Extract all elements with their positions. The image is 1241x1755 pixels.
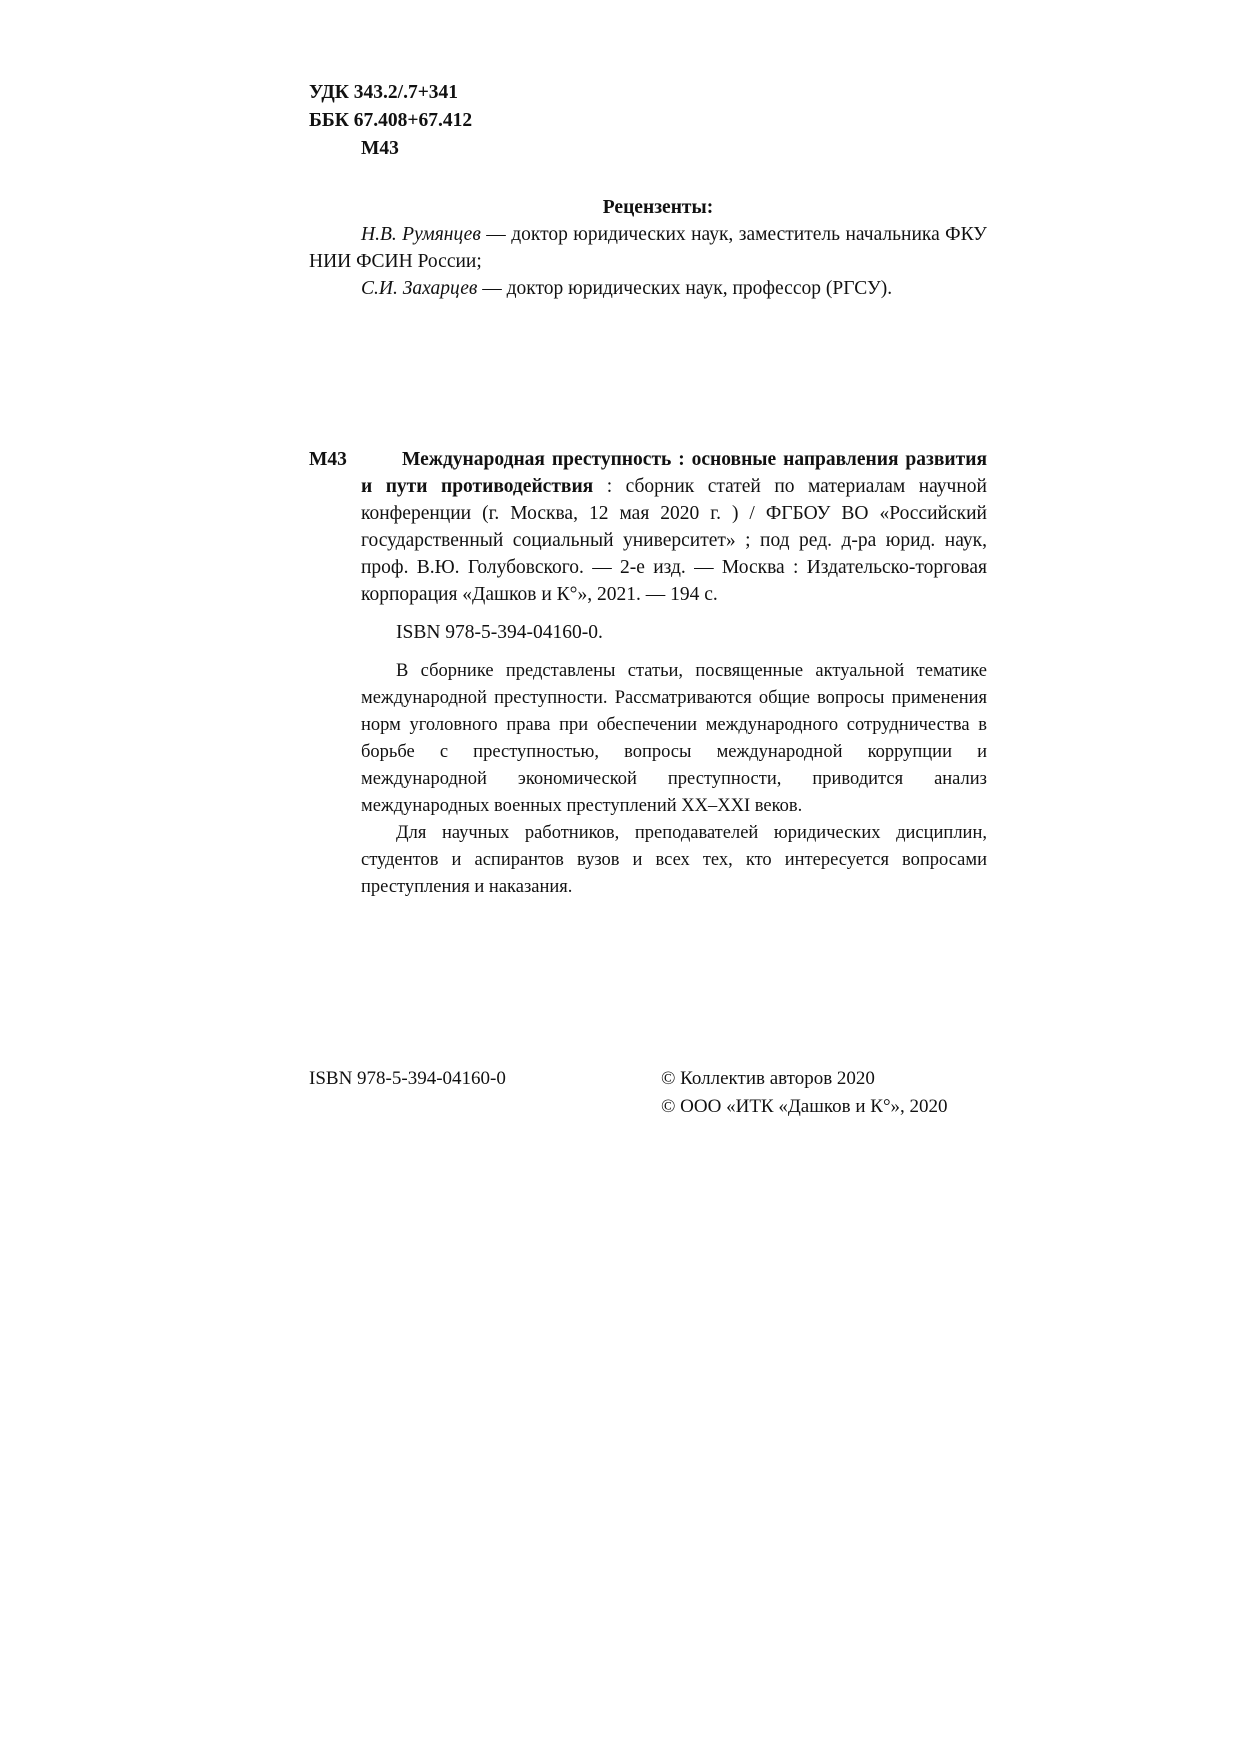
bibliographic-record: [361, 446, 987, 608]
copyright-publisher: © ООО «ИТК «Дашков и К°», 2020: [661, 1096, 948, 1117]
reviewers-title: Рецензенты:: [602, 197, 714, 218]
reviewer-entry: [309, 221, 987, 275]
book-title: Международная преступность : основные направления развития и пути противодействия: [361, 449, 987, 497]
bbk-code: ББК 67.408+67.412: [309, 110, 473, 131]
classification-block: [309, 79, 472, 163]
annotation: [361, 658, 987, 901]
reviewer-name: Н.В. Румянцев: [361, 224, 481, 245]
udk-code: УДК 343.2/.7+341: [309, 82, 459, 103]
reviewer-description: — доктор юридических наук, заместитель начальника ФКУ НИИ ФСИН России;: [309, 224, 987, 272]
bibliography-mark: М43: [309, 449, 347, 470]
reviewers-block: [309, 194, 987, 302]
reviewer-name: С.И. Захарцев: [361, 278, 478, 299]
author-mark: М43: [361, 138, 399, 159]
reviewer-description: — доктор юридических наук, профессор (РГСУ).: [477, 278, 893, 299]
reviewer-entry: [309, 275, 987, 302]
annotation-paragraph: Для научных работников, преподавателей юридических дисциплин, студентов и аспирантов вузов и всех тех, кто интересуется вопросами преступления и наказания.: [361, 823, 987, 897]
footer-isbn: ISBN 978-5-394-04160-0: [309, 1068, 506, 1089]
book-details: : сборник статей по материалам научной конференции (г. Москва, 12 мая 2020 г. ) / ФГБОУ ВО «Российский государственный социальный университет» ; под ред. д-ра юрид. наук, проф. В.Ю. Голубовского. — 2-е изд. — Москва : Издательско-торговая корпорация «Дашков и К°», 2021. — 194 с.: [361, 476, 987, 605]
bibliography-block: [361, 446, 987, 901]
annotation-paragraph: В сборнике представлены статьи, посвященные актуальной тематике международной преступности. Рассматриваются общие вопросы применения норм уголовного права при обеспечении международного сотрудничества в борьбе с преступностью, вопросы международной коррупции и международной экономической преступности, приводится анализ международных военных преступлений XX–XXI веков.: [361, 661, 987, 816]
copyright-authors: © Коллектив авторов 2020: [661, 1068, 875, 1089]
copyright-block: [661, 1065, 948, 1121]
isbn-line: ISBN 978-5-394-04160-0.: [396, 622, 603, 643]
